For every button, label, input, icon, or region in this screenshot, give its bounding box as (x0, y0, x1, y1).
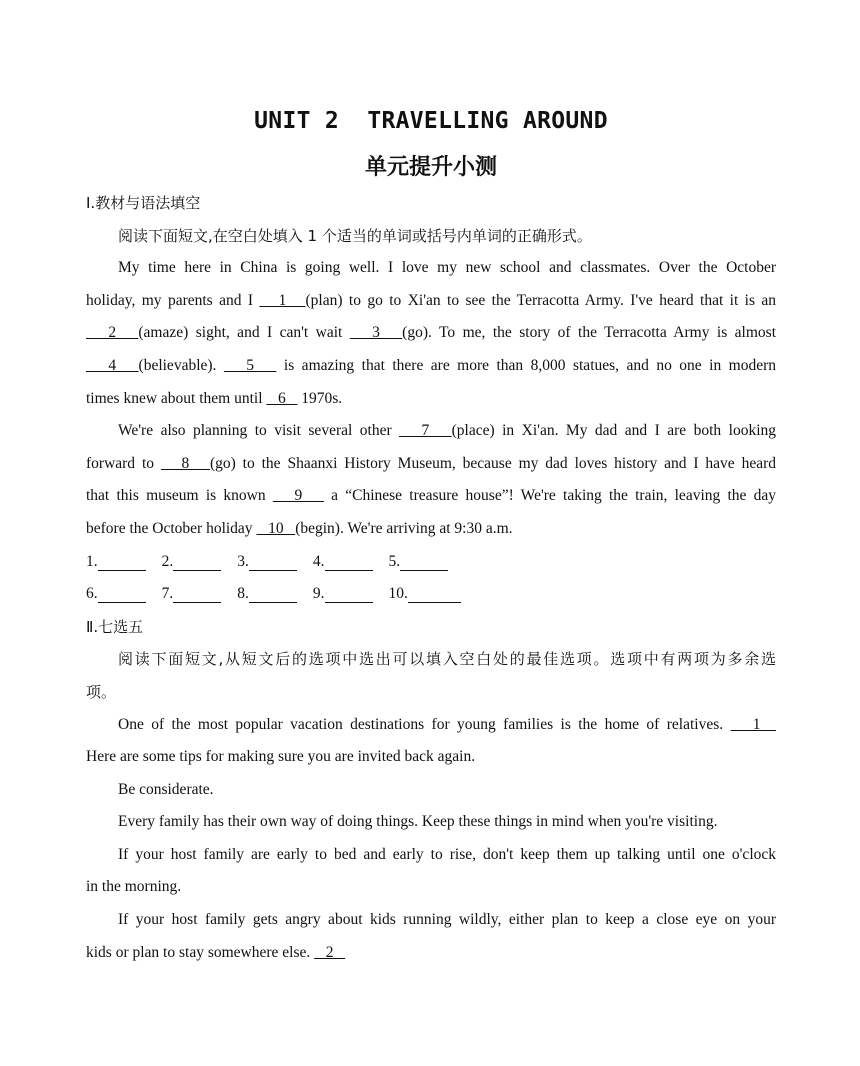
unit-title: UNIT 2 TRAVELLING AROUND (254, 108, 608, 134)
section-1-heading: I.教材与语法填空 (86, 194, 201, 212)
section-2-heading: Ⅱ.七选五 (86, 617, 144, 636)
blank-6[interactable]: 6 (266, 389, 298, 407)
blank-4[interactable]: 4 (86, 356, 139, 374)
quiz-title: 单元提升小测 (364, 155, 497, 180)
answer-slot-2[interactable]: 2. (162, 546, 222, 579)
passage-2-line: forward to 8 (go) to the Shaanxi History Museum, because my dad loves history and I have heard (86, 454, 776, 472)
passage-1-line: 4 (believable). 5 is amazing that there are more than 8,000 statues, and no one in modern (86, 356, 777, 374)
answer-slot-3[interactable]: 3. (237, 546, 297, 579)
answer-slot-10[interactable]: 10. (389, 578, 461, 611)
passage-2-line: before the October holiday 10 (begin). We're arriving at 9:30 a.m. (86, 519, 513, 537)
answer-slot-4[interactable]: 4. (313, 546, 373, 579)
passage-1-line: times knew about them until 6 1970s. (86, 389, 343, 407)
passage-1-line: holiday, my parents and I 1 (plan) to go to Xi'an to see the Terracotta Army. I've heard that it is an (86, 291, 776, 309)
passage-3-subheading: Be considerate. (118, 780, 214, 798)
section-2-instruction-cont: 项。 (86, 682, 117, 701)
answer-slot-5[interactable]: 5. (389, 546, 449, 579)
answer-slot-6[interactable]: 6. (86, 578, 146, 611)
blank-5[interactable]: 5 (223, 356, 277, 374)
passage-3-line: in the morning. (86, 878, 182, 896)
passage-2-line: We're also planning to visit several other 7 (place) in Xi'an. My dad and I are both looking (118, 422, 777, 440)
answer-slot-1[interactable]: 1. (86, 546, 146, 579)
passage-1-line: My time here in China is going well. I love my new school and classmates. Over the October (118, 259, 776, 277)
passage-3-line: Every family has their own way of doing things. Keep these things in mind when you're visiting. (118, 813, 718, 831)
passage-3-line: One of the most popular vacation destinations for young families is the home of relatives. 1 (118, 715, 777, 733)
blank-3[interactable]: 3 (349, 324, 403, 342)
passage-3-line: If your host family are early to bed and early to rise, don't keep them up talking until one o'clock (118, 845, 776, 863)
passage-1-line: 2 (amaze) sight, and I can't wait 3 (go). To me, the story of the Terracotta Army is almost (86, 324, 776, 342)
answer-row-1 (86, 546, 776, 579)
blank-2[interactable]: 2 (86, 324, 139, 342)
passage-3-line: kids or plan to stay somewhere else. 2 (86, 943, 346, 961)
section-1-instruction: 阅读下面短文,在空白处填入 1 个适当的单词或括号内单词的正确形式。 (118, 226, 592, 245)
document-body (86, 187, 776, 969)
section-2-instruction: 阅读下面短文,从短文后的选项中选出可以填入空白处的最佳选项。选项中有两项为多余选 (118, 650, 776, 669)
answer-slot-9[interactable]: 9. (313, 578, 373, 611)
blank-8[interactable]: 8 (160, 454, 210, 472)
blank-10[interactable]: 10 (256, 519, 296, 537)
blank-9[interactable]: 9 (272, 487, 324, 505)
passage-2-line: that this museum is known 9 a “Chinese treasure house”! We're taking the train, leaving the day (86, 487, 777, 505)
blank-1[interactable]: 1 (259, 291, 306, 309)
passage-3-line: Here are some tips for making sure you are invited back again. (86, 748, 476, 766)
answer-row-2 (86, 578, 776, 611)
passage-3-line: If your host family gets angry about kids running wildly, either plan to keep a close eye on your (118, 911, 776, 929)
answer-slot-8[interactable]: 8. (237, 578, 297, 611)
blank-s2-2[interactable]: 2 (314, 943, 346, 961)
blank-7[interactable]: 7 (399, 422, 452, 440)
answer-slot-7[interactable]: 7. (162, 578, 222, 611)
blank-s2-1[interactable]: 1 (730, 715, 777, 733)
